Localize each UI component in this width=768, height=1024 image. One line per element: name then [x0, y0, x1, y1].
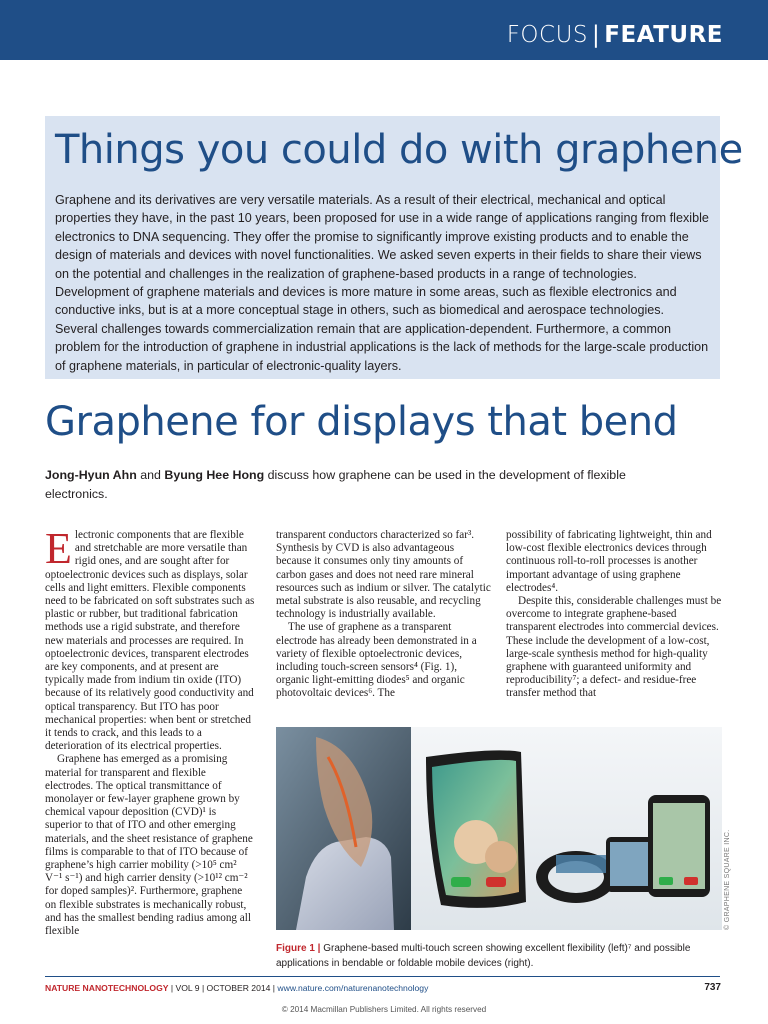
section-label-focus: FOCUS	[506, 22, 589, 48]
right-phone-screen	[653, 803, 705, 889]
paragraph: The use of graphene as a transparent electrode has already been demonstrated in a variety of flexible optoelectronic devices, including touch-screen sensors⁴ (Fig. 1), organic light-emitting diodes⁵ and organic photovoltaic devices⁶. The	[276, 621, 477, 700]
image-credit: © GRAPHENE SQUARE INC.	[724, 829, 731, 930]
journal-url[interactable]: www.nature.com/naturenanotechnology	[277, 983, 429, 993]
body-column-2	[276, 529, 491, 701]
byline-and: and	[140, 468, 161, 482]
issue-info: | VOL 9 | OCTOBER 2014 |	[168, 983, 278, 993]
article-title: Graphene for displays that bend	[45, 399, 678, 445]
photo-face	[485, 841, 517, 873]
byline	[45, 466, 645, 503]
decline-call-icon	[486, 877, 506, 887]
paragraph: Graphene has emerged as a promising material for transparent and flexible electrodes. The optical transmittance of monolayer or few-layer graphene grown by chemical vapour deposition (CVD)¹ is superior to that of ITO and other emerging materials, and the sheet resistance of graphene films is comparable to that of ITO because of graphene’s high carrier mobility (>10⁵ cm² V⁻¹ s⁻¹) and high carrier density (>10¹² cm⁻² for doped samples)². Furthermore, graphene on flexible substrates is mechanically robust, and has the smallest bending radius among all flexible	[45, 753, 253, 938]
section-separator: |	[592, 22, 601, 48]
intro-text: Graphene and its derivatives are very versatile materials. As a result of their electrical, mechanical and optical properties they have, in the past 10 years, been proposed for use in a wide range of applications ranging from flexible electronics to DNA sequencing. They offer the promise to significantly improve existing products and to enable the design of materials and devices with novel functionalities. We asked seven experts in their fields to share their views on the potential and challenges in the realization of graphene-based products in a range of technologies. Development of graphene materials and devices is more mature in some areas, such as flexible electronics and conductive inks, but is at a more conceptual stage in others, such as biomedical and aerospace technologies. Several challenges towards commercialization remain that are application-dependent. Furthermore, a common problem for the introduction of graphene in industrial applications is the lack of methods for the large-scale production of graphene materials, in particular of electronic-quality layers.	[55, 193, 709, 373]
footer	[45, 983, 428, 993]
figure-caption	[276, 941, 722, 971]
body-column-3	[506, 529, 722, 701]
author-2: Byung Hee Hong	[164, 468, 265, 482]
journal-name: NATURE NANOTECHNOLOGY	[45, 983, 169, 993]
figure-label: Figure 1 |	[276, 943, 321, 954]
standfirst: discuss how graphene can be used in the development of flexible electronics.	[45, 468, 626, 501]
intro-box	[45, 116, 743, 379]
caption-text: Graphene-based multi-touch screen showing excellent flexibility (left)⁷ and possible applications in bendable or foldable mobile devices (right).	[276, 943, 691, 969]
folding-phone-screen	[610, 842, 650, 886]
figure-illustration	[276, 727, 722, 930]
author-1: Jong-Hyun Ahn	[45, 468, 137, 482]
accept-call-icon	[451, 877, 471, 887]
figure-image	[276, 727, 722, 930]
footer-rule	[45, 976, 720, 977]
paragraph	[45, 524, 255, 753]
copyright: © 2014 Macmillan Publishers Limited. All rights reserved	[281, 1005, 487, 1014]
body-column-1	[45, 524, 255, 938]
section-label-feature: FEATURE	[604, 22, 723, 48]
section-header-bar	[0, 0, 768, 60]
paragraph-text: lectronic components that are flexible and stretchable are more versatile than rigid ones, and are sought after for optoelectronic devices such as displays, solar cells and light emitters. Flexible components need to be fabricated on soft substrates such as plastic or rubber, but traditional fabrication methods use a rigid substrate, and therefore new materials and processes are required. In optoelectronic devices, transparent electrodes are key components, and at present are typically made from indium tin oxide (ITO) because of its relatively good conductivity and optical transparency. But ITO has poor mechanical properties: when bent or stretched it tends to crack, and this leads to a deterioration of its electrical properties.	[45, 529, 255, 753]
drop-cap: E	[45, 524, 72, 573]
paragraph: transparent conductors characterized so far³. Synthesis by CVD is also advantageous because it consumes only tiny amounts of carbon gases and does not need rare mineral resources such as indium or silver. The catalytic metal substrate is also reusable, and recycling technology is industrially available.	[276, 529, 491, 621]
paragraph: possibility of fabricating lightweight, thin and low-cost flexible electronics devices through continuous roll-to-roll processes is another important advantage of using graphene electrodes⁴.	[506, 529, 712, 594]
intro-title: Things you could do with graphene	[55, 127, 743, 173]
bracelet-screen	[556, 855, 606, 873]
page-number: 737	[704, 982, 721, 993]
paragraph: Despite this, considerable challenges must be overcome to integrate graphene-based transparent electrodes into commercial devices. These include the development of a low-cost, large-scale synthesis method for high-quality graphene with guaranteed uniformity and reproducibility⁷; a defect- and residue-free transfer method that	[506, 595, 722, 700]
section-label	[507, 22, 723, 48]
